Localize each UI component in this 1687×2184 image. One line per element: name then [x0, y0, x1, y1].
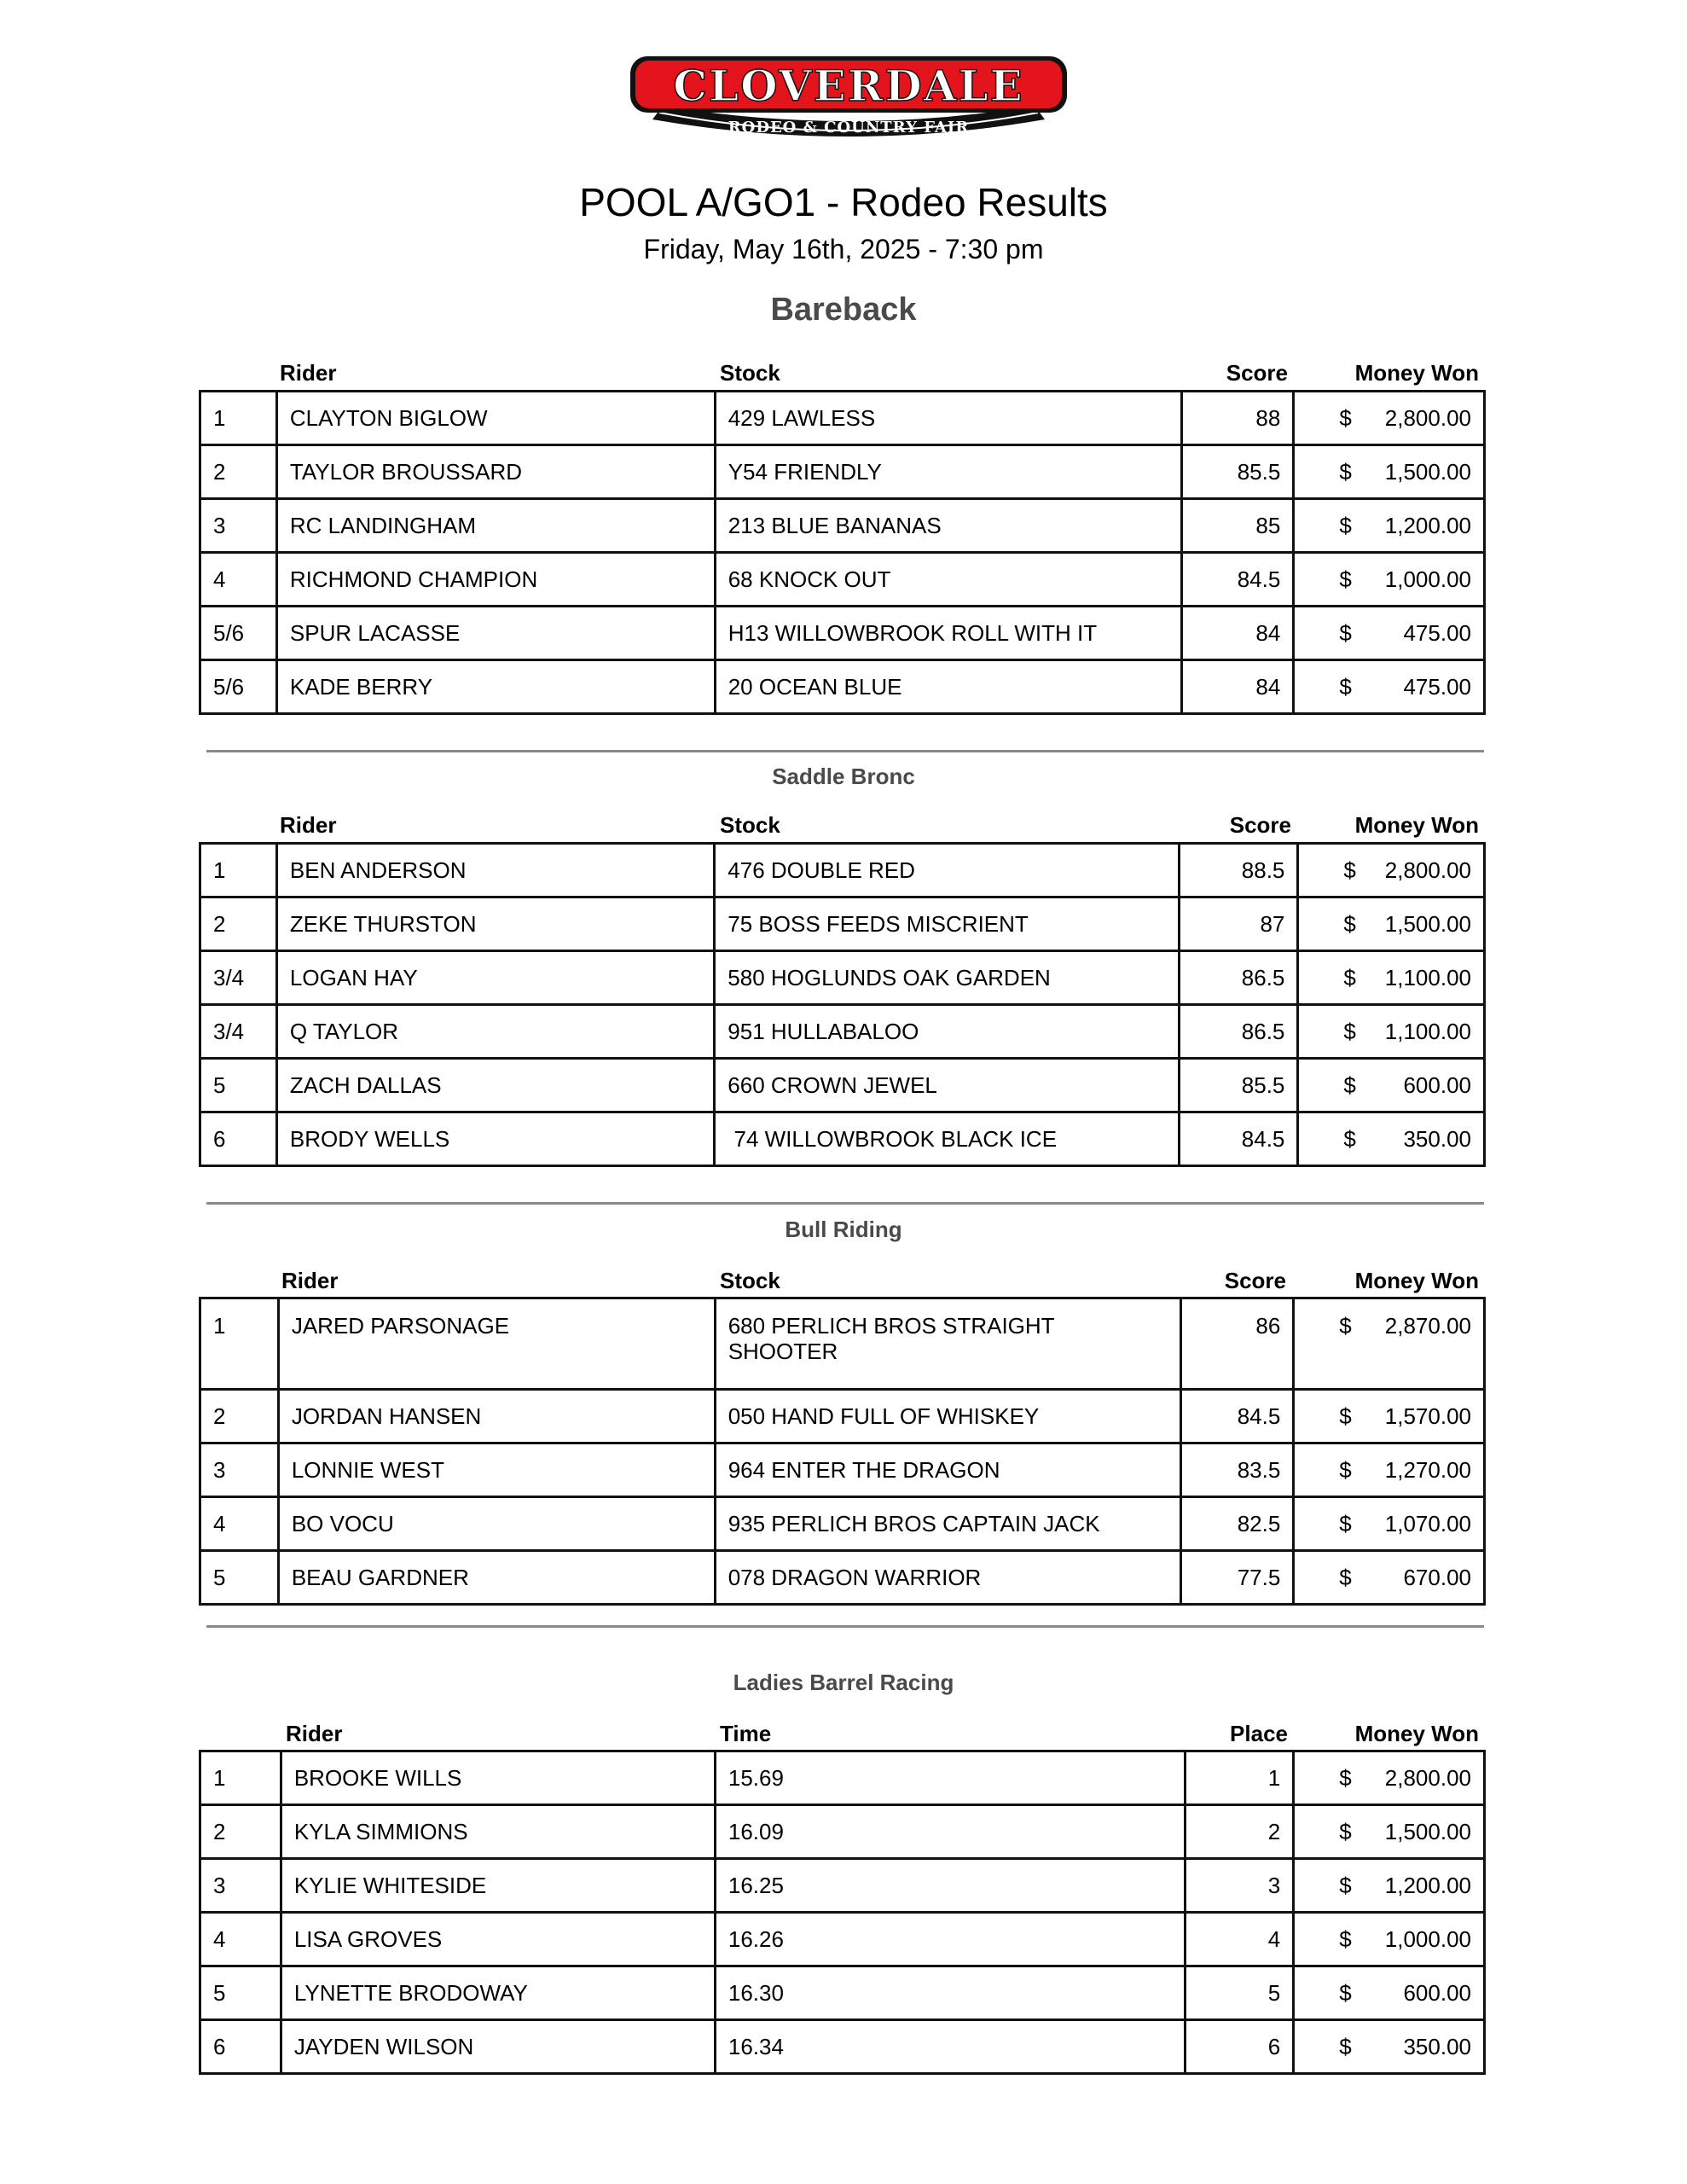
- cell-place: 4: [1186, 1913, 1294, 1966]
- table-row: [200, 1390, 1485, 1443]
- cell-place: 4: [200, 1497, 279, 1551]
- header-rider: Rider: [286, 1721, 343, 1746]
- cell-stock: 213 BLUE BANANAS: [715, 499, 1181, 553]
- cell-rider: LISA GROVES: [281, 1913, 715, 1966]
- cell-rider: CLAYTON BIGLOW: [276, 392, 715, 445]
- cell-time: 16.25: [715, 1859, 1186, 1913]
- cell-rider: BO VOCU: [278, 1497, 715, 1551]
- page-subtitle: Friday, May 16th, 2025 - 7:30 pm: [643, 234, 1044, 264]
- money-amount: 1,100.00: [1384, 965, 1471, 990]
- money-amount: 475.00: [1403, 674, 1471, 700]
- table-row: [200, 844, 1485, 897]
- section-title-bull-riding: Bull Riding: [785, 1217, 902, 1242]
- cell-place: 3/4: [200, 1005, 277, 1059]
- cell-money: [1294, 1859, 1485, 1913]
- section-divider: [206, 1202, 1484, 1205]
- cell-stock: 580 HOGLUNDS OAK GARDEN: [715, 951, 1179, 1005]
- table-row: [200, 1966, 1485, 2020]
- table-row: [200, 607, 1485, 660]
- cell-money: [1294, 1298, 1485, 1390]
- currency-symbol: $: [1343, 965, 1356, 990]
- cell-score: 86.5: [1179, 1005, 1298, 1059]
- header-score: Score: [1224, 1268, 1286, 1293]
- currency-symbol: $: [1343, 857, 1356, 883]
- cell-stock: 74 WILLOWBROOK BLACK ICE: [715, 1112, 1179, 1166]
- table-row: [200, 1913, 1485, 1966]
- money-amount: 1,570.00: [1384, 1403, 1471, 1429]
- cell-rider: LOGAN HAY: [276, 951, 714, 1005]
- currency-symbol: $: [1339, 566, 1352, 592]
- cell-time: 15.69: [715, 1751, 1186, 1805]
- cell-money: [1298, 1005, 1485, 1059]
- cell-position: 3: [200, 1859, 281, 1913]
- cell-score: 83.5: [1181, 1443, 1294, 1497]
- cell-rider: KYLIE WHITESIDE: [281, 1859, 715, 1913]
- money-amount: 1,200.00: [1384, 1873, 1471, 1898]
- header-rider: Rider: [281, 1268, 339, 1293]
- cell-money: [1294, 499, 1485, 553]
- section-title-bareback: Bareback: [770, 292, 917, 328]
- cell-stock: 964 ENTER THE DRAGON: [715, 1443, 1181, 1497]
- header-rider: Rider: [280, 360, 337, 386]
- section-divider: [206, 750, 1484, 752]
- header-money-won: Money Won: [1354, 360, 1479, 386]
- table-row: [200, 445, 1485, 499]
- cell-time: 16.26: [715, 1913, 1186, 1966]
- money-amount: 1,070.00: [1384, 1511, 1471, 1536]
- currency-symbol: $: [1339, 459, 1352, 485]
- cell-stock: Y54 FRIENDLY: [715, 445, 1181, 499]
- table-row: [200, 1005, 1485, 1059]
- barrel-racing-results-table: [199, 1750, 1486, 2075]
- cell-stock: 476 DOUBLE RED: [715, 844, 1179, 897]
- cell-rider: BROOKE WILLS: [281, 1751, 715, 1805]
- cell-position: 5: [200, 1966, 281, 2020]
- header-money-won: Money Won: [1354, 812, 1479, 838]
- cell-place: 6: [200, 1112, 277, 1166]
- table-row: [200, 1551, 1485, 1605]
- cell-rider: JAYDEN WILSON: [281, 2020, 715, 2074]
- cell-stock: 68 KNOCK OUT: [715, 553, 1181, 607]
- currency-symbol: $: [1343, 1126, 1356, 1152]
- cell-stock: 050 HAND FULL OF WHISKEY: [715, 1390, 1181, 1443]
- cell-place: 4: [200, 553, 277, 607]
- table-row: [200, 1059, 1485, 1112]
- cell-stock: 078 DRAGON WARRIOR: [715, 1551, 1181, 1605]
- cell-score: 84: [1181, 660, 1294, 714]
- cell-place: 1: [200, 844, 277, 897]
- cell-money: [1298, 1059, 1485, 1112]
- cell-stock: 75 BOSS FEEDS MISCRIENT: [715, 897, 1179, 951]
- cell-stock: 429 LAWLESS: [715, 392, 1181, 445]
- cell-position: 4: [200, 1913, 281, 1966]
- table-row: [200, 2020, 1485, 2074]
- cell-score: 85: [1181, 499, 1294, 553]
- cell-time: 16.34: [715, 2020, 1186, 2074]
- cell-time: 16.30: [715, 1966, 1186, 2020]
- cell-money: [1294, 1966, 1485, 2020]
- cell-money: [1294, 607, 1485, 660]
- cell-score: 87: [1179, 897, 1298, 951]
- header-rider: Rider: [280, 812, 337, 838]
- cell-place: 3: [200, 1443, 279, 1497]
- table-row: [200, 1805, 1485, 1859]
- currency-symbol: $: [1339, 1873, 1352, 1898]
- cell-rider: BEAU GARDNER: [278, 1551, 715, 1605]
- cell-place: 3/4: [200, 951, 277, 1005]
- header-place: Place: [1230, 1721, 1288, 1746]
- header-time: Time: [720, 1721, 772, 1746]
- currency-symbol: $: [1343, 1072, 1356, 1098]
- cell-score: 88.5: [1179, 844, 1298, 897]
- table-row: [200, 1298, 1485, 1390]
- money-amount: 1,000.00: [1384, 566, 1471, 592]
- cell-score: 84: [1181, 607, 1294, 660]
- table-row: [200, 1751, 1485, 1805]
- money-amount: 600.00: [1403, 1980, 1471, 2006]
- cell-rider: BRODY WELLS: [276, 1112, 714, 1166]
- cell-rider: TAYLOR BROUSSARD: [276, 445, 715, 499]
- cell-stock: 20 OCEAN BLUE: [715, 660, 1181, 714]
- cell-score: 84.5: [1181, 553, 1294, 607]
- cell-stock: 660 CROWN JEWEL: [715, 1059, 1179, 1112]
- cell-rider: SPUR LACASSE: [276, 607, 715, 660]
- cell-money: [1294, 1805, 1485, 1859]
- currency-symbol: $: [1343, 1019, 1356, 1044]
- section-title-ladies-barrel-racing: Ladies Barrel Racing: [733, 1670, 954, 1695]
- money-amount: 1,000.00: [1384, 1926, 1471, 1952]
- table-row: [200, 1859, 1485, 1913]
- cell-money: [1294, 1551, 1485, 1605]
- table-row: [200, 392, 1485, 445]
- cell-money: [1294, 1751, 1485, 1805]
- currency-symbol: $: [1339, 1403, 1352, 1429]
- cell-stock: 951 HULLABALOO: [715, 1005, 1179, 1059]
- section-divider: [206, 1625, 1484, 1628]
- cell-place: 5/6: [200, 607, 277, 660]
- cloverdale-logo: [627, 44, 1070, 145]
- money-amount: 2,800.00: [1384, 405, 1471, 431]
- money-amount: 1,100.00: [1384, 1019, 1471, 1044]
- bull-riding-results-table: [199, 1297, 1486, 1606]
- money-amount: 1,500.00: [1384, 911, 1471, 937]
- cell-rider: LONNIE WEST: [278, 1443, 715, 1497]
- cell-money: [1294, 392, 1485, 445]
- page-title: POOL A/GO1 - Rodeo Results: [579, 180, 1108, 224]
- money-amount: 1,500.00: [1384, 1819, 1471, 1844]
- cell-stock: 680 PERLICH BROS STRAIGHT SHOOTER: [715, 1298, 1181, 1390]
- cell-rider: ZACH DALLAS: [276, 1059, 714, 1112]
- saddle-bronc-results-table: [199, 842, 1486, 1167]
- cell-rider: RICHMOND CHAMPION: [276, 553, 715, 607]
- cell-place: 3: [1186, 1859, 1294, 1913]
- money-amount: 2,800.00: [1384, 857, 1471, 883]
- cell-place: 2: [1186, 1805, 1294, 1859]
- table-row: [200, 1112, 1485, 1166]
- header-money-won: Money Won: [1354, 1721, 1479, 1746]
- currency-symbol: $: [1339, 1980, 1352, 2006]
- cell-rider: LYNETTE BRODOWAY: [281, 1966, 715, 2020]
- cell-score: 88: [1181, 392, 1294, 445]
- cell-place: 2: [200, 1390, 279, 1443]
- cell-rider: RC LANDINGHAM: [276, 499, 715, 553]
- cell-score: 77.5: [1181, 1551, 1294, 1605]
- cell-rider: KADE BERRY: [276, 660, 715, 714]
- cell-place: 2: [200, 897, 277, 951]
- cell-place: 5: [1186, 1966, 1294, 2020]
- cell-money: [1294, 1443, 1485, 1497]
- cell-money: [1298, 1112, 1485, 1166]
- logo-tagline: RODEO & COUNTRY FAIR: [728, 119, 970, 136]
- cell-rider: Q TAYLOR: [276, 1005, 714, 1059]
- table-row: [200, 553, 1485, 607]
- cell-score: 86: [1181, 1298, 1294, 1390]
- cell-rider: JARED PARSONAGE: [278, 1298, 715, 1390]
- currency-symbol: $: [1339, 1511, 1352, 1536]
- header-stock: Stock: [720, 812, 780, 838]
- cell-position: 1: [200, 1751, 281, 1805]
- currency-symbol: $: [1339, 620, 1352, 646]
- cell-position: 6: [200, 2020, 281, 2074]
- cell-stock: 935 PERLICH BROS CAPTAIN JACK: [715, 1497, 1181, 1551]
- cell-position: 2: [200, 1805, 281, 1859]
- currency-symbol: $: [1339, 1819, 1352, 1844]
- cell-place: 5/6: [200, 660, 277, 714]
- table-row: [200, 1497, 1485, 1551]
- table-row: [200, 897, 1485, 951]
- currency-symbol: $: [1339, 674, 1352, 700]
- cell-place: 2: [200, 445, 277, 499]
- cell-score: 85.5: [1179, 1059, 1298, 1112]
- money-amount: 475.00: [1403, 620, 1471, 646]
- cell-score: 85.5: [1181, 445, 1294, 499]
- table-row: [200, 660, 1485, 714]
- cell-place: 6: [1186, 2020, 1294, 2074]
- table-row: [200, 951, 1485, 1005]
- cell-score: 86.5: [1179, 951, 1298, 1005]
- header-money-won: Money Won: [1354, 1268, 1479, 1293]
- cell-time: 16.09: [715, 1805, 1186, 1859]
- cell-money: [1298, 897, 1485, 951]
- cell-rider: JORDAN HANSEN: [278, 1390, 715, 1443]
- money-amount: 670.00: [1403, 1565, 1471, 1590]
- money-amount: 1,500.00: [1384, 459, 1471, 485]
- header-score: Score: [1226, 360, 1288, 386]
- currency-symbol: $: [1339, 1926, 1352, 1952]
- cell-money: [1294, 1390, 1485, 1443]
- cell-score: 82.5: [1181, 1497, 1294, 1551]
- currency-symbol: $: [1339, 2034, 1352, 2059]
- cell-rider: KYLA SIMMIONS: [281, 1805, 715, 1859]
- currency-symbol: $: [1339, 1765, 1352, 1791]
- money-amount: 2,870.00: [1384, 1313, 1471, 1339]
- cell-money: [1294, 1497, 1485, 1551]
- money-amount: 600.00: [1403, 1072, 1471, 1098]
- money-amount: 1,270.00: [1384, 1457, 1471, 1483]
- cell-rider: ZEKE THURSTON: [276, 897, 714, 951]
- header-stock: Stock: [720, 1268, 780, 1293]
- currency-symbol: $: [1343, 911, 1356, 937]
- cell-place: 5: [200, 1551, 279, 1605]
- cell-money: [1294, 2020, 1485, 2074]
- cell-score: 84.5: [1179, 1112, 1298, 1166]
- cell-money: [1294, 1913, 1485, 1966]
- money-amount: 2,800.00: [1384, 1765, 1471, 1791]
- cell-money: [1294, 660, 1485, 714]
- cell-score: 84.5: [1181, 1390, 1294, 1443]
- currency-symbol: $: [1339, 1457, 1352, 1483]
- cell-place: 1: [200, 392, 277, 445]
- money-amount: 350.00: [1403, 2034, 1471, 2059]
- money-amount: 350.00: [1403, 1126, 1471, 1152]
- cell-money: [1294, 445, 1485, 499]
- section-title-saddle-bronc: Saddle Bronc: [772, 764, 915, 789]
- cell-stock: H13 WILLOWBROOK ROLL WITH IT: [715, 607, 1181, 660]
- money-amount: 1,200.00: [1384, 513, 1471, 538]
- table-row: [200, 1443, 1485, 1497]
- currency-symbol: $: [1339, 1565, 1352, 1590]
- cell-money: [1298, 951, 1485, 1005]
- currency-symbol: $: [1339, 405, 1352, 431]
- bareback-results-table: [199, 390, 1486, 715]
- cell-money: [1294, 553, 1485, 607]
- logo-wordmark: CLOVERDALE: [673, 61, 1024, 111]
- cell-money: [1298, 844, 1485, 897]
- cell-place: 1: [1186, 1751, 1294, 1805]
- table-row: [200, 499, 1485, 553]
- cell-place: 3: [200, 499, 277, 553]
- currency-symbol: $: [1339, 513, 1352, 538]
- cell-place: 1: [200, 1298, 279, 1390]
- cell-place: 5: [200, 1059, 277, 1112]
- header-stock: Stock: [720, 360, 780, 386]
- currency-symbol: $: [1339, 1313, 1352, 1339]
- cell-rider: BEN ANDERSON: [276, 844, 714, 897]
- header-score: Score: [1229, 812, 1291, 838]
